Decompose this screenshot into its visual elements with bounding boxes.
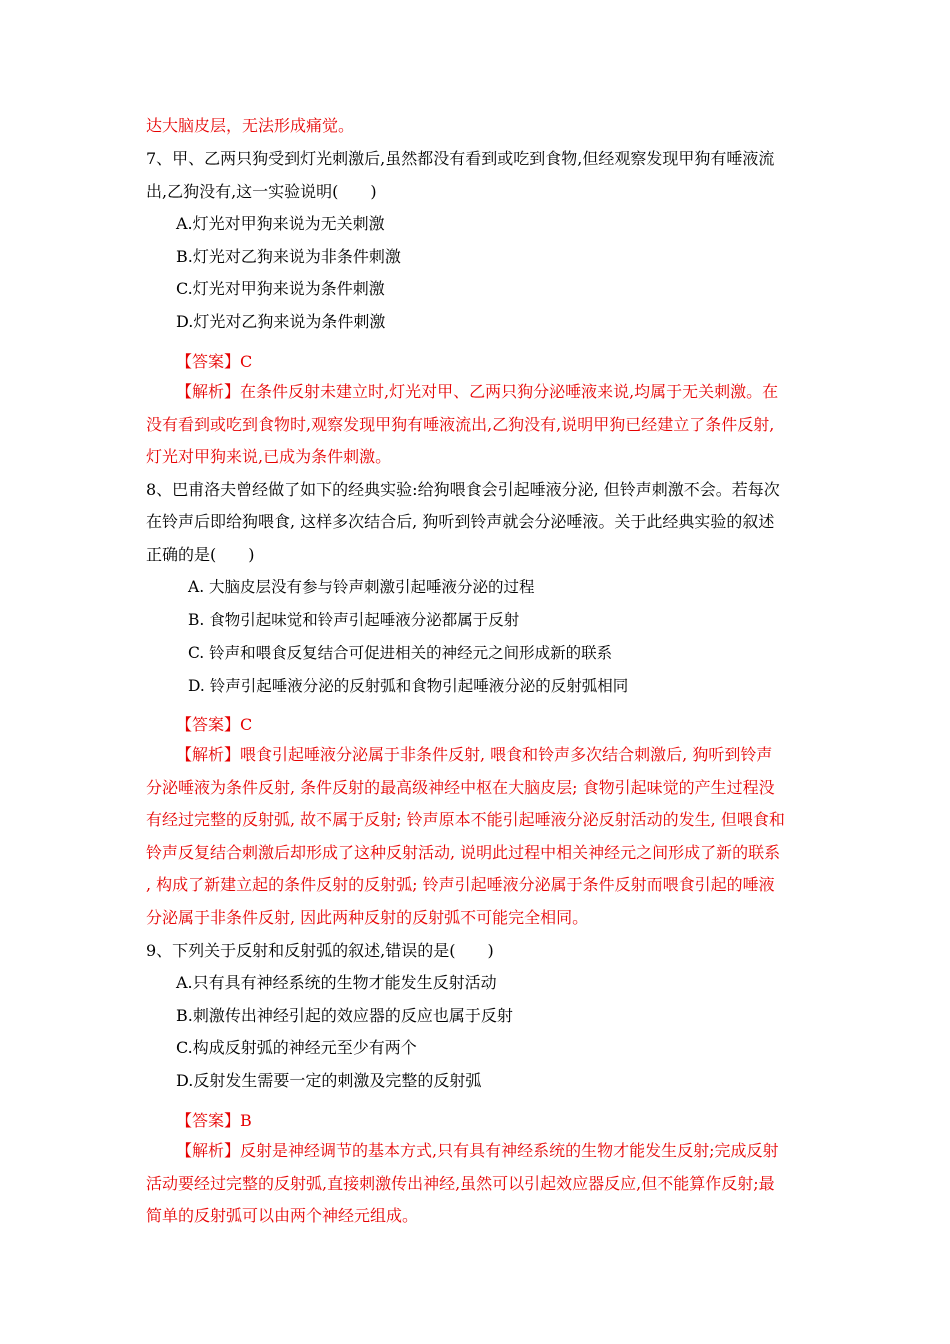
q8-stem-line-2: 在铃声后即给狗喂食, 这样多次结合后, 狗听到铃声就会分泌唾液。关于此经典实验的叙述 — [146, 512, 775, 531]
q8-stem-line-1: 8、巴甫洛夫曾经做了如下的经典实验:给狗喂食会引起唾液分泌, 但铃声刺激不会。若每次 — [146, 480, 780, 499]
q8-answer: 【答案】C — [176, 715, 253, 734]
q9-option-d: D.反射发生需要一定的刺激及完整的反射弧 — [176, 1071, 482, 1090]
q7-analysis-line-1: 【解析】在条件反射未建立时,灯光对甲、乙两只狗分泌唾液来说,均属于无关刺激。在 — [176, 382, 779, 401]
q7-stem-line-2: 出,乙狗没有,这一实验说明( ) — [146, 182, 377, 201]
q9-analysis-line-2: 活动要经过完整的反射弧,直接刺激传出神经,虽然可以引起效应器反应,但不能算作反射;最 — [146, 1174, 775, 1193]
q9-option-c: C.构成反射弧的神经元至少有两个 — [176, 1038, 417, 1057]
q9-stem-line-1: 9、下列关于反射和反射弧的叙述,错误的是( ) — [146, 941, 494, 960]
q7-option-a: A.灯光对甲狗来说为无关刺激 — [176, 214, 385, 233]
q8-option-a: A. 大脑皮层没有参与铃声刺激引起唾液分泌的过程 — [188, 578, 535, 596]
q8-analysis-line-3: 有经过完整的反射弧, 故不属于反射; 铃声原本不能引起唾液分泌反射活动的发生, 但喂食和 — [146, 810, 785, 829]
q8-analysis-line-4: 铃声反复结合刺激后却形成了这种反射活动, 说明此过程中相关神经元之间形成了新的联系 — [146, 843, 781, 862]
q7-option-b: B.灯光对乙狗来说为非条件刺激 — [176, 247, 401, 266]
q8-analysis-line-1: 【解析】喂食引起唾液分泌属于非条件反射, 喂食和铃声多次结合刺激后, 狗听到铃声 — [176, 745, 773, 764]
q7-option-c: C.灯光对甲狗来说为条件刺激 — [176, 279, 385, 298]
q9-analysis-line-1: 【解析】反射是神经调节的基本方式,只有具有神经系统的生物才能发生反射;完成反射 — [176, 1141, 779, 1160]
q8-analysis-line-2: 分泌唾液为条件反射, 条件反射的最高级神经中枢在大脑皮层; 食物引起味觉的产生过程没 — [146, 778, 775, 797]
q9-option-b: B.刺激传出神经引起的效应器的反应也属于反射 — [176, 1006, 513, 1025]
q8-stem-line-3: 正确的是( ) — [146, 545, 255, 564]
q9-option-a: A.只有具有神经系统的生物才能发生反射活动 — [176, 973, 497, 992]
q8-option-d: D. 铃声引起唾液分泌的反射弧和食物引起唾液分泌的反射弧相同 — [188, 677, 629, 695]
q9-answer: 【答案】B — [176, 1111, 252, 1130]
q7-option-d: D.灯光对乙狗来说为条件刺激 — [176, 312, 386, 331]
q9-analysis-line-3: 简单的反射弧可以由两个神经元组成。 — [146, 1206, 419, 1225]
q8-analysis-line-6: 分泌属于非条件反射, 因此两种反射的反射弧不可能完全相同。 — [146, 908, 589, 927]
continuation-text: 达大脑皮层，无法形成痛觉。 — [146, 116, 355, 135]
q8-option-c: C. 铃声和喂食反复结合可促进相关的神经元之间形成新的联系 — [188, 644, 613, 662]
q7-analysis-line-3: 灯光对甲狗来说,已成为条件刺激。 — [146, 447, 392, 466]
q7-analysis-line-2: 没有看到或吃到食物时,观察发现甲狗有唾液流出,乙狗没有,说明甲狗已经建立了条件反射, — [146, 415, 775, 434]
q7-answer: 【答案】C — [176, 352, 253, 371]
q8-option-b: B. 食物引起味觉和铃声引起唾液分泌都属于反射 — [188, 611, 520, 629]
q8-analysis-line-5: , 构成了新建立起的条件反射的反射弧; 铃声引起唾液分泌属于条件反射而喂食引起的唾液 — [146, 875, 775, 894]
q7-stem-line-1: 7、甲、乙两只狗受到灯光刺激后,虽然都没有看到或吃到食物,但经观察发现甲狗有唾液流 — [146, 149, 775, 168]
